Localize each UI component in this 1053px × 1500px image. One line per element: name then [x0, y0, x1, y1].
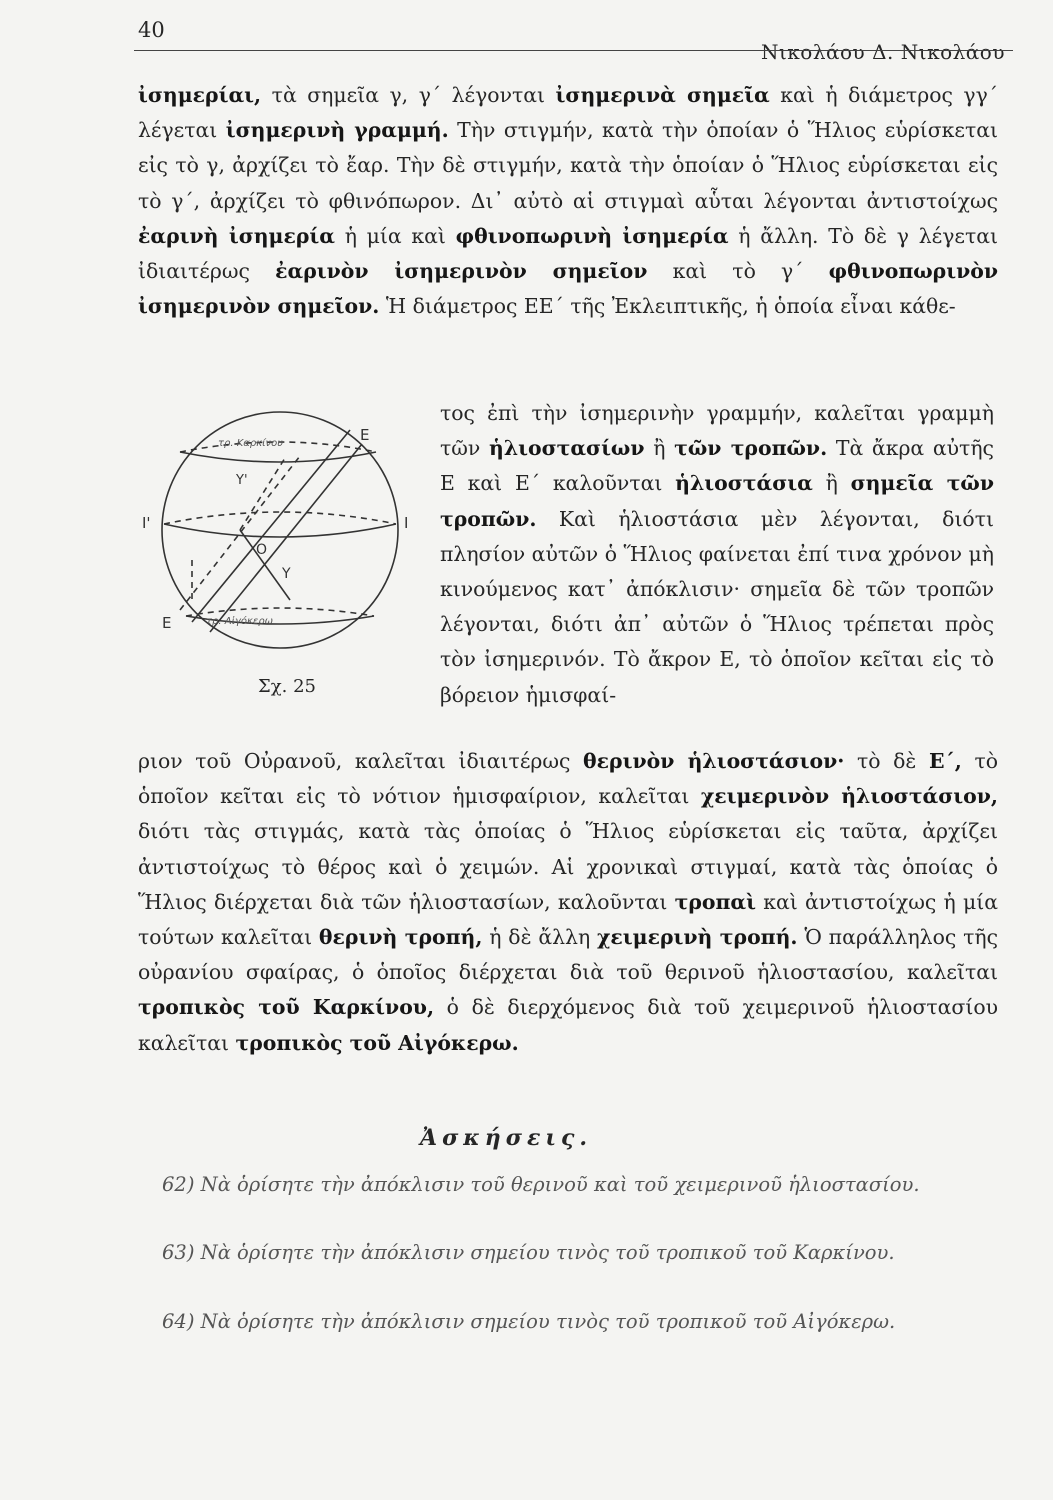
paragraph-tropics [138, 744, 998, 1061]
ecliptic-line [192, 430, 350, 622]
label-i-prime: I' [142, 514, 151, 532]
label-e: E [360, 426, 370, 444]
text-run: καὶ ἡ διάμετρος γγ΄ λέγεται [138, 83, 998, 143]
exercises-heading: Ἀσκήσεις. [420, 1125, 593, 1151]
text-run: τος ἐπὶ τὴν ἰσημερινὴν γραμμήν, καλεῖται γραμμὴ τῶν [440, 401, 994, 461]
term: ἡλιοστασίων [489, 436, 645, 461]
term: τροπαὶ [674, 889, 756, 914]
term: ἰσημερινὴ γραμμή. [225, 118, 449, 143]
page-number: 40 [138, 18, 165, 42]
term: τροπικὸς τοῦ Καρκίνου, [138, 995, 435, 1020]
figure-caption: Σχ. 25 [258, 676, 316, 697]
label-i: I [404, 514, 409, 532]
term: Ε΄, [928, 749, 962, 773]
term: ἰσημερίαι, [138, 83, 262, 107]
text-run: ὁ δὲ διερχόμενος διὰ τοῦ χειμερινοῦ ἡλιοστασίου καλεῖται [138, 995, 998, 1055]
exercise-number: 64) [162, 1310, 195, 1333]
text-run: ἡ μία καὶ [335, 223, 456, 248]
label-e-prime: E [162, 614, 172, 632]
text-run: Καὶ ἡλιοστάσια μὲν λέγονται, διότι πλησίον αὐτῶν ὁ Ἥλιος φαίνεται ἐπί τινα χρόνον μὴ κινούμενος κατ᾽ ἀπόκλισιν· σημεῖα δὲ τῶν τροπῶν λέγονται, διότι ἀπ᾽ αὐτῶν ὁ Ἥλιος τρέπεται πρὸς τὸν ἰσημερινόν. Τὸ ἄκρον Ε, τὸ ὁποῖον κεῖται εἰς τὸ βόρειον ἡμισφαί- [440, 506, 994, 707]
tropic-cancer-front [180, 452, 376, 462]
term: ἡλιοστάσια [675, 471, 813, 496]
term: θερινὴ τροπή, [318, 925, 483, 950]
term: ἰσημερινὰ σημεῖα [555, 83, 770, 107]
term: χειμερινὸν ἡλιοστάσιον, [700, 784, 998, 809]
label-o: O [256, 542, 268, 558]
label-tropic-capricorn: τρ. Αἰγόκερω [206, 616, 274, 627]
running-head: Νικολάου Δ. Νικολάου [760, 40, 1005, 64]
text-run: Ὁ παράλληλος τῆς οὐρανίου σφαίρας, ὁ ὁποῖος διέρχεται διὰ τοῦ θερινοῦ ἡλιοστασίου, καλεῖται [138, 925, 998, 985]
text-run: καὶ τὸ γ΄ [647, 259, 829, 284]
text-run: Τὰ ἄκρα αὐτῆς Ε καὶ Ε΄ καλοῦνται [440, 436, 994, 496]
text-run: Τὴν στιγμήν, κατὰ τὴν ὁποίαν ὁ Ἥλιος εὑρίσκεται εἰς τὸ γ, ἀρχίζει τὸ ἔαρ. Τὴν δὲ στιγμήν, κατὰ τὴν ὁποίαν ὁ Ἥλιος εὑρίσκεται εἰς τὸ γ΄, ἀρχίζει τὸ φθινόπωρον. Δι᾽ αὐτὸ αἱ στιγμαὶ αὗται λέγονται ἀντιστοίχως [138, 118, 998, 213]
label-gamma: Y [282, 566, 291, 582]
equator-front [164, 524, 396, 537]
text-run: διότι τὰς στιγμάς, κατὰ τὰς ὁποίας ὁ Ἥλιος εὑρίσκεται εἰς ταῦτα, ἀρχίζει ἀντιστοίχως τὸ θέρος καὶ ὁ χειμών. Αἱ χρονικαὶ στιγμαί, κατὰ τὰς ὁποίας ὁ Ἥλιος διέρχεται διὰ τῶν ἡλιοστασίων, καλοῦνται [138, 819, 998, 914]
exercise-text: Νὰ ὁρίσητε τὴν ἀπόκλισιν σημείου τινὸς τοῦ τροπικοῦ τοῦ Αἰγόκερω. [200, 1310, 896, 1333]
term: φθινοπωρινὸν ἰσημερινὸν σημεῖον. [138, 259, 998, 319]
exercise-item [118, 1305, 988, 1339]
diameter-e [240, 458, 285, 530]
exercise-number: 62) [162, 1173, 195, 1196]
celestial-sphere-diagram [140, 410, 430, 650]
page-header [128, 16, 1013, 66]
text-run: τὸ ὁποῖον κεῖται εἰς τὸ νότιον ἡμισφαίριον, καλεῖται [138, 749, 998, 809]
term: χειμερινὴ τροπή. [596, 925, 798, 950]
term: ἐαρινὴ ἰσημερία [138, 223, 335, 248]
text-run: ἢ [644, 436, 675, 461]
text-run: τὸ δὲ [844, 749, 929, 773]
exercise-item [118, 1236, 988, 1270]
text-run: ἡ δὲ ἄλλη [482, 925, 597, 950]
term: ἐαρινὸν ἰσημερινὸν σημεῖον [275, 259, 648, 284]
text-run: ἡ ἄλλη. Τὸ δὲ γ λέγεται ἰδιαιτέρως [138, 223, 998, 284]
exercise-item [118, 1168, 988, 1202]
paragraph-solstices [440, 396, 994, 713]
exercise-text: Νὰ ὁρίσητε τὴν ἀπόκλισιν τοῦ θερινοῦ καὶ τοῦ χειμερινοῦ ἡλιοστασίου. [200, 1173, 920, 1196]
header-rule [134, 50, 1013, 51]
celestial-sphere-figure [140, 410, 430, 650]
ecliptic-line-2 [210, 444, 362, 632]
equator-back [164, 512, 396, 524]
term: φθινοπωρινὴ ἰσημερία [455, 223, 729, 248]
text-run: τὰ σημεῖα γ, γ΄ λέγονται [261, 83, 556, 107]
exercise-number: 63) [162, 1241, 195, 1264]
text-run: Ἡ διάμετρος ΕΕ΄ τῆς Ἐκλειπτικῆς, ἡ ὁποία εἶναι κάθε- [379, 294, 956, 319]
term: τῶν τροπῶν. [674, 436, 828, 461]
text-run: καὶ ἀντιστοίχως ἡ μία τούτων καλεῖται [138, 889, 998, 950]
tropic-capricorn-back [186, 608, 374, 616]
text-run: ριον τοῦ Οὐρανοῦ, καλεῖται ἰδιαιτέρως [138, 749, 584, 773]
text-run: ἢ [812, 471, 851, 496]
label-gamma-prime: Y' [236, 473, 248, 488]
term: τροπικὸς τοῦ Αἰγόκερω. [235, 1030, 519, 1055]
exercise-text: Νὰ ὁρίσητε τὴν ἀπόκλισιν σημείου τινὸς τοῦ τροπικοῦ τοῦ Καρκίνου. [200, 1241, 895, 1264]
term: σημεῖα τῶν τροπῶν. [440, 471, 994, 531]
term: θερινὸν ἡλιοστάσιον· [583, 749, 845, 773]
paragraph-equinoxes [138, 78, 998, 324]
label-tropic-cancer: τρ. Καρκίνου [218, 438, 283, 449]
